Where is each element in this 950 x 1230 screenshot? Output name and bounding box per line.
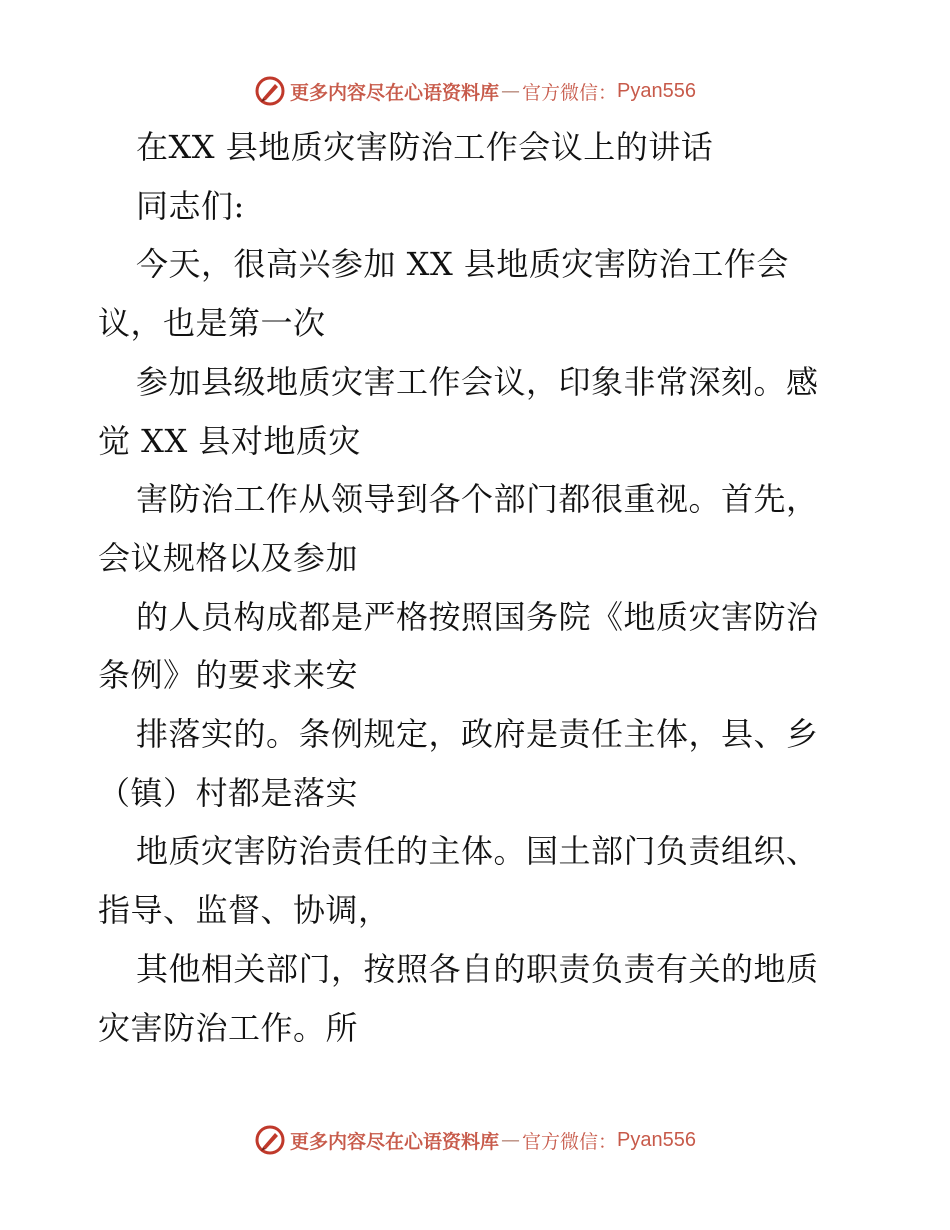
salutation: 同志们: <box>136 186 245 225</box>
paragraph-line: 议，也是第一次 <box>98 304 326 343</box>
banner-brand-text: 更多内容尽在心语资料库 <box>290 1130 500 1153</box>
speech-document <box>98 118 868 1057</box>
paragraph-line: 参加县级地质灾害工作会议，印象非常深刻。感 <box>136 362 819 401</box>
banner-wechat-id: Pyan556 <box>617 79 696 102</box>
paragraph-line: 会议规格以及参加 <box>98 538 359 577</box>
footer-watermark-banner <box>0 1120 950 1160</box>
banner-wechat-id: Pyan556 <box>617 1128 696 1151</box>
paragraph-line: 指导、监督、协调， <box>98 891 391 930</box>
paragraph-line: 排落实的。条例规定，政府是责任主体，县、乡 <box>136 715 819 754</box>
banner-dash: — <box>501 80 521 102</box>
pen-logo-icon <box>254 1124 286 1156</box>
header-watermark-banner <box>0 71 950 111</box>
banner-brand-text: 更多内容尽在心语资料库 <box>290 81 500 104</box>
document-title: 在XX 县地质灾害防治工作会议上的讲话 <box>136 128 714 166</box>
banner-dash: — <box>501 1129 521 1151</box>
paragraph-line: 其他相关部门，按照各自的职责负责有关的地质 <box>136 949 819 988</box>
paragraph-line: 害防治工作从领导到各个部门都很重视。首先， <box>136 480 819 519</box>
banner-contact-label: 官方微信： <box>522 1130 618 1153</box>
paragraph-line: 觉 XX 县对地质灾 <box>98 421 361 460</box>
paragraph-line: 今天，很高兴参加 XX 县地质灾害防治工作会 <box>136 245 789 284</box>
paragraph-line: 条例》的要求来安 <box>98 656 359 695</box>
paragraph-line: （镇）村都是落实 <box>98 773 359 812</box>
pen-logo-icon <box>254 75 286 107</box>
paragraph-line: 的人员构成都是严格按照国务院《地质灾害防治 <box>136 597 819 636</box>
paragraph-line: 地质灾害防治责任的主体。国土部门负责组织、 <box>136 832 819 871</box>
paragraph-line: 灾害防治工作。所 <box>98 1008 359 1047</box>
banner-contact-label: 官方微信： <box>522 81 618 104</box>
